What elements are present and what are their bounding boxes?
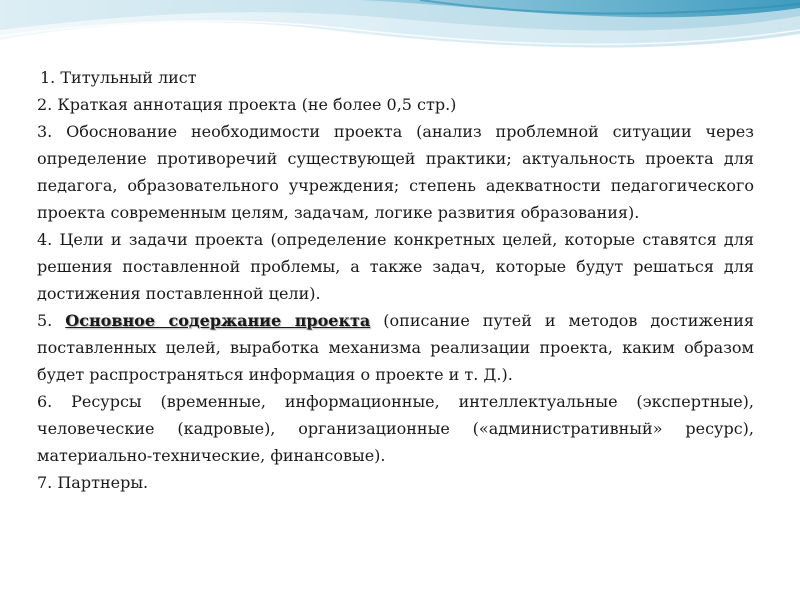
decorative-wave-banner xyxy=(0,0,800,70)
project-structure-list xyxy=(37,64,754,496)
list-item-5-number: 5. xyxy=(37,311,66,330)
list-item-2: 2. Краткая аннотация проекта (не более 0,5 стр.) xyxy=(37,95,457,114)
list-item-5 xyxy=(37,307,754,388)
list-item-7: 7. Партнеры. xyxy=(37,473,149,492)
list-item-3: 3. Обоснование необходимости проекта (анализ проблемной ситуации через определение противоречий существующей практики; актуальность проекта для педагога, образовательного учреждения; степень адекватности педагогического проекта современным целям, задачам, логике развития образования). xyxy=(37,122,754,222)
list-item-6: 6. Ресурсы (временные, информационные, интеллектуальные (экспертные), человеческие (кадровые), организационные («административный» ресурс), материально-технические, финансовые). xyxy=(37,392,754,465)
list-item-5-emphasis: Основное содержание проекта xyxy=(65,311,371,330)
list-item-4: 4. Цели и задачи проекта (определение конкретных целей, которые ставятся для решения поставленной проблемы, а также задач, которые будут решаться для достижения поставленной цели). xyxy=(37,230,754,303)
list-item-1: 1. Титульный лист xyxy=(40,68,197,87)
list-item-5-text: (описание путей и методов достижения поставленных целей, выработка механизма реализации проекта, каким образом будет распространяться информация о проекте и т. Д.). xyxy=(37,311,754,384)
